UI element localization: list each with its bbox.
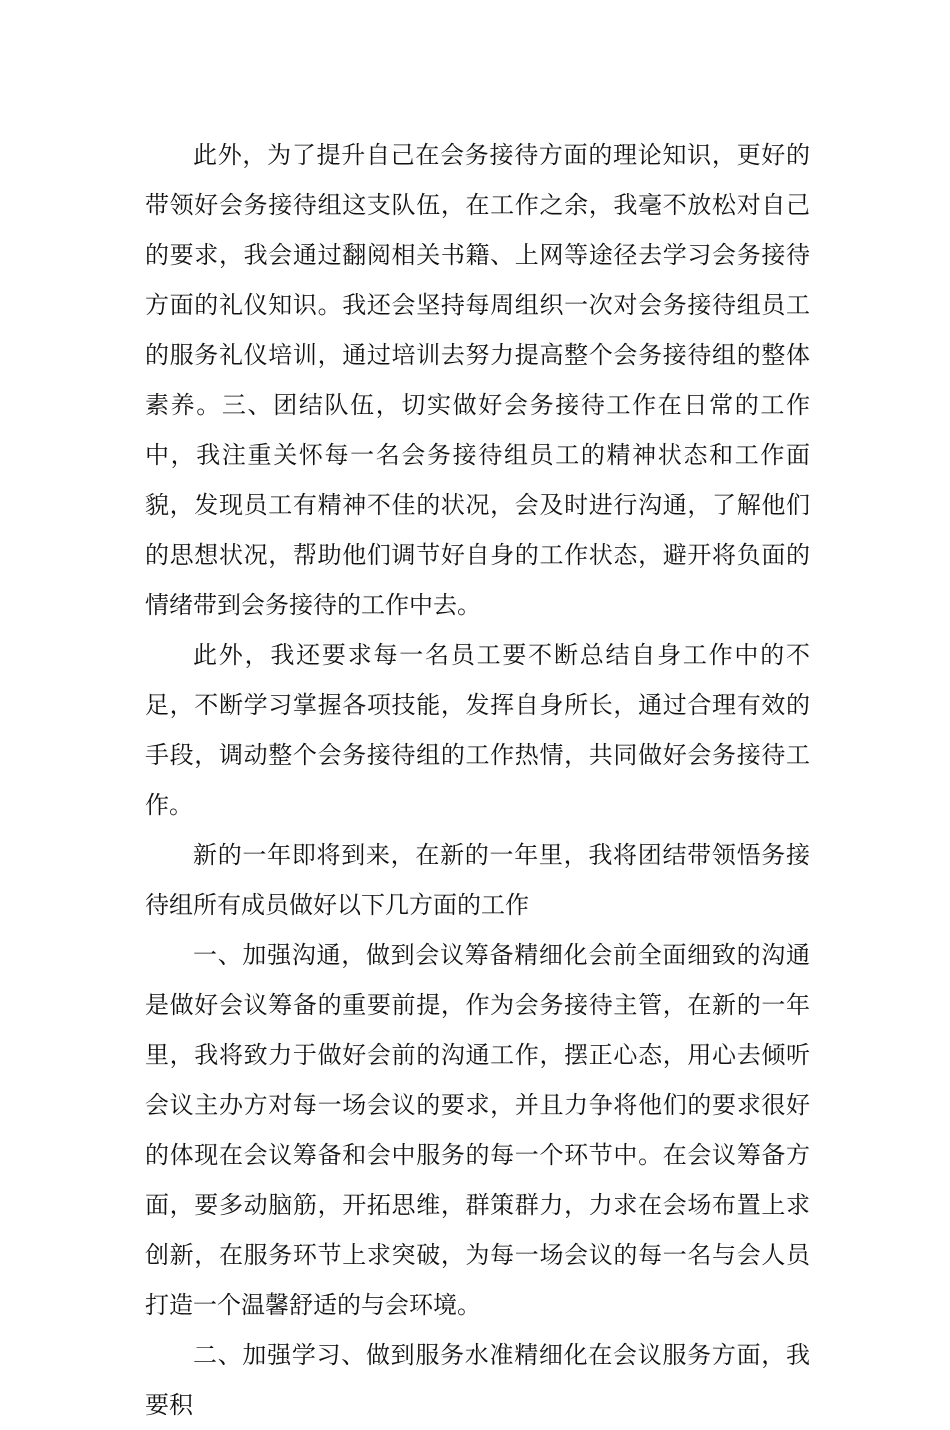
paragraph-1: 此外，为了提升自己在会务接待方面的理论知识，更好的带领好会务接待组这支队伍，在工作之余，我毫不放松对自己的要求，我会通过翻阅相关书籍、上网等途径去学习会务接待方面的礼仪知识。我还会坚持每周组织一次对会务接待组员工的服务礼仪培训，通过培训去努力提高整个会务接待组的整体素养。三、团结队伍，切实做好会务接待工作在日常的工作中，我注重关怀每一名会务接待组员工的精神状态和工作面貌，发现员工有精神不佳的状况，会及时进行沟通，了解他们的思想状况，帮助他们调节好自身的工作状态，避开将负面的情绪带到会务接待的工作中去。	[145, 141, 810, 619]
body-text	[145, 130, 810, 1430]
paragraph-4: 一、加强沟通，做到会议筹备精细化会前全面细致的沟通是做好会议筹备的重要前提，作为会务接待主管，在新的一年里，我将致力于做好会前的沟通工作，摆正心态，用心去倾听会议主办方对每一场会议的要求，并且力争将他们的要求很好的体现在会议筹备和会中服务的每一个环节中。在会议筹备方面，要多动脑筋，开拓思维，群策群力，力求在会场布置上求创新，在服务环节上求突破，为每一场会议的每一名与会人员打造一个温馨舒适的与会环境。	[145, 941, 810, 1319]
paragraph-5: 二、加强学习、做到服务水准精细化在会议服务方面，我要积	[145, 1341, 810, 1419]
paragraph-3: 新的一年即将到来，在新的一年里，我将团结带领悟务接待组所有成员做好以下几方面的工作	[145, 841, 810, 919]
paragraph-2: 此外，我还要求每一名员工要不断总结自身工作中的不足，不断学习掌握各项技能，发挥自身所长，通过合理有效的手段，调动整个会务接待组的工作热情，共同做好会务接待工作。	[145, 641, 810, 819]
